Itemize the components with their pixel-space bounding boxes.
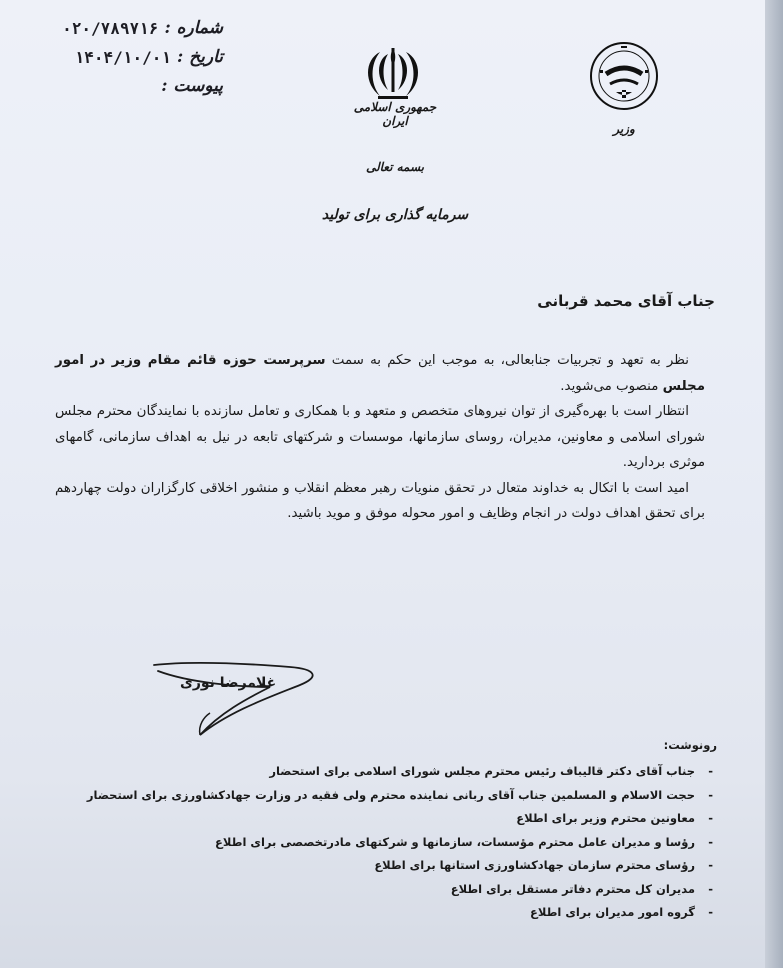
signatory-name: غلامرضا نوری (180, 675, 277, 691)
letter-attachment-row (38, 72, 223, 101)
body-paragraph-2: انتظار است با بهره‌گیری از توان نیروهای متخصص و متعهد و با همکاری و تعامل سازنده با نمایندگان محترم مجلس شورای اسلامی و معاونین، مدیران، روسای سازمانها، موسسات و شرکتهای تابعه در نیل به اهداف سازمانی، گامهای موثری بردارید. (55, 404, 705, 470)
letter-body (55, 348, 705, 527)
letter-date-label: تاریخ : (176, 47, 223, 67)
handwritten-signature-icon (150, 655, 320, 740)
minister-caption: وزیر (613, 122, 635, 136)
letter-attachment-label: پیوست : (161, 76, 223, 96)
cc-item: -رؤسای محترم سازمان جهادکشاورزی استانها برای اطلاع (374, 858, 713, 872)
letter-number-row (38, 14, 223, 43)
letter-number-value: ۰۲۰/۷۸۹۷۱۶ (62, 19, 159, 38)
basmala-heading: بسمه تعالی (365, 160, 425, 174)
letter-number-label: شماره : (164, 18, 223, 38)
ministry-jihad-logo-icon (588, 40, 660, 112)
cc-title: رونوشت: (663, 738, 717, 752)
cc-item: -جناب آقای دکتر قالیباف رئیس محترم مجلس شورای اسلامی برای استحضار (269, 764, 713, 778)
body-paragraph-1 (55, 348, 705, 399)
cc-item: -گروه امور مدیران برای اطلاع (530, 905, 713, 919)
year-slogan: سرمایه گذاری برای تولید (321, 207, 469, 223)
recipient-block (537, 292, 715, 310)
page-edge (765, 0, 783, 968)
cc-list (86, 760, 713, 925)
p1-intro: نظر به تعهد و تجربیات جنابعالی، به موجب این حکم به سمت (331, 353, 690, 368)
iran-emblem-icon (358, 44, 428, 102)
letter-meta (38, 14, 223, 101)
letter-date-row (38, 43, 223, 72)
emblem-caption: جمهوری اسلامی ایران (353, 100, 437, 128)
p1-outro: منصوب می‌شوید. (560, 378, 659, 394)
p1-position-title: سرپرست حوزه قائم مقام وزیر در امور مجلس (55, 353, 705, 394)
cc-item: -رؤسا و مدیران عامل محترم مؤسسات، سازمانها و شرکتهای مادرتخصصی برای اطلاع (215, 834, 713, 849)
cc-item: -مدیران کل محترم دفاتر مستقل برای اطلاع (450, 881, 713, 896)
letter-date-value: ۱۴۰۴/۱۰/۰۱ (74, 48, 171, 67)
cc-item: -معاونین محترم وزیر برای اطلاع (516, 811, 713, 825)
recipient-name: جناب آقای محمد قربانی (537, 292, 715, 310)
body-paragraph-3: امید است با اتکال به خداوند متعال در تحقق منویات رهبر معظم انقلاب و منشور اخلاقی کارگزاران دولت چهاردهم برای تحقق اهداف دولت در انجام وظایف و امور محوله موفق و موید باشید. (55, 480, 705, 521)
cc-item: -حجت الاسلام و المسلمین جناب آقای ربانی نماینده محترم ولی فقیه در وزارت جهادکشاورزی برای استحضار (86, 787, 713, 802)
